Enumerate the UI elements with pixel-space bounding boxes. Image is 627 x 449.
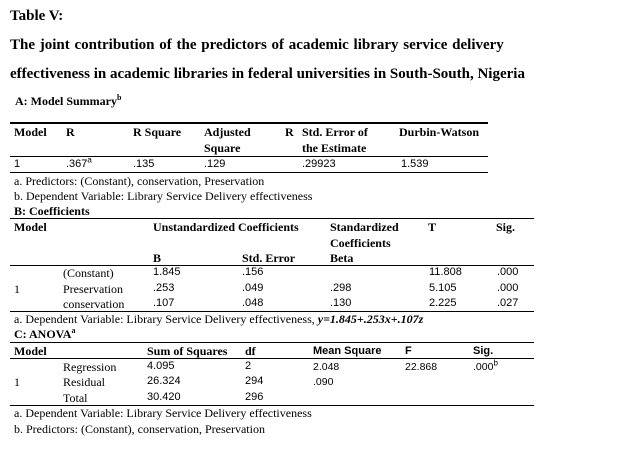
a-header-estimate: the Estimate bbox=[302, 141, 367, 155]
c-row-df: 294 bbox=[245, 375, 264, 387]
c-row-ss: 26.324 bbox=[147, 375, 181, 387]
b-header-std-error: Std. Error bbox=[242, 251, 296, 265]
a-row-durbin-watson: 1.539 bbox=[401, 158, 429, 170]
b-header-coefficients: Coefficients bbox=[330, 236, 391, 250]
section-a-header-rule bbox=[10, 156, 488, 157]
b-row-label: Preservation bbox=[63, 282, 123, 296]
a-header-durbin-watson: Durbin-Watson bbox=[399, 125, 480, 139]
b-row-sig: .000 bbox=[497, 282, 519, 294]
section-a-bottom-rule bbox=[10, 172, 488, 173]
a-header-adjusted-r: R bbox=[285, 125, 294, 139]
b-row-b: 1.845 bbox=[153, 266, 181, 278]
c-row-ss: 4.095 bbox=[147, 360, 175, 372]
a-row-std-error: .29923 bbox=[302, 158, 336, 170]
a-note-predictors: a. Predictors: (Constant), conservation, Preservation bbox=[14, 174, 265, 188]
c-row-df: 2 bbox=[245, 360, 252, 372]
section-c-top-rule bbox=[10, 342, 534, 343]
b-row-beta: .130 bbox=[330, 297, 352, 309]
b-header-standardized: Standardized bbox=[330, 220, 399, 234]
c-model-number: 1 bbox=[14, 375, 20, 389]
a-note-dependent: b. Dependent Variable: Library Service Delivery effectiveness bbox=[14, 189, 313, 203]
b-row-beta: .298 bbox=[330, 282, 352, 294]
c-row-label: Total bbox=[63, 391, 88, 405]
c-row-ms: 2.048 bbox=[313, 361, 340, 373]
c-header-sig: Sig. bbox=[473, 345, 494, 357]
b-row-label: (Constant) bbox=[63, 266, 114, 280]
table-title-line1: The joint contribution of the predictors of academic library service delivery bbox=[10, 37, 504, 53]
b-row-se: .049 bbox=[242, 282, 264, 294]
a-row-model: 1 bbox=[14, 158, 21, 170]
b-note-dependent: a. Dependent Variable: Library Service Delivery effectiveness, y=1.845+.253x+.107z bbox=[14, 312, 424, 326]
b-row-se: .048 bbox=[242, 297, 264, 309]
section-a-top-rule bbox=[10, 122, 488, 124]
c-row-label: Residual bbox=[63, 375, 105, 389]
b-row-t: 5.105 bbox=[429, 282, 457, 294]
a-row-r-square: .135 bbox=[133, 158, 155, 170]
b-row-b: .107 bbox=[153, 297, 175, 309]
section-b-title: B: Coefficients bbox=[14, 204, 90, 218]
section-a-title: A: Model Summary$^b$ bbox=[15, 93, 122, 108]
b-header-unstandardized: Unstandardized Coefficients bbox=[153, 220, 299, 234]
b-header-beta: Beta bbox=[330, 251, 354, 265]
b-header-sig: Sig. bbox=[496, 220, 516, 234]
b-header-b: B bbox=[153, 251, 162, 265]
c-note-predictors: b. Predictors: (Constant), conservation, Preservation bbox=[14, 422, 265, 436]
b-row-label: conservation bbox=[63, 297, 125, 311]
a-header-model: Model bbox=[14, 125, 47, 139]
c-row-f: 22.868 bbox=[405, 361, 438, 373]
b-row-sig: .027 bbox=[497, 297, 519, 309]
a-row-adjusted: .129 bbox=[204, 158, 226, 170]
table-title-line2: effectiveness in academic libraries in federal universities in South-South, Nigeria bbox=[10, 66, 525, 82]
b-model-number: 1 bbox=[14, 282, 20, 296]
section-c-header-rule bbox=[10, 358, 534, 359]
c-row-df: 296 bbox=[245, 391, 264, 403]
b-row-sig: .000 bbox=[497, 266, 519, 278]
b-header-t: T bbox=[428, 220, 437, 234]
c-row-ms: .090 bbox=[313, 376, 334, 388]
c-header-sum-of-squares: Sum of Squares bbox=[147, 344, 228, 358]
c-header-model: Model bbox=[14, 344, 47, 358]
c-note-dependent: a. Dependent Variable: Library Service Delivery effectiveness bbox=[14, 406, 312, 420]
c-header-df: df bbox=[245, 344, 256, 358]
c-header-f: F bbox=[405, 345, 412, 357]
section-b-top-rule bbox=[10, 218, 534, 219]
regression-equation: y=1.845+.253x+.107z bbox=[317, 312, 424, 326]
a-header-r-square: R Square bbox=[133, 125, 182, 139]
a-row-r: .367$^a$ bbox=[66, 155, 92, 170]
c-row-ss: 30.420 bbox=[147, 391, 181, 403]
a-header-adjusted-square: Square bbox=[204, 141, 241, 155]
b-row-b: .253 bbox=[153, 282, 175, 294]
table-label: Table V: bbox=[10, 8, 64, 24]
a-header-adjusted: Adjusted bbox=[204, 125, 251, 139]
b-row-t: 2.225 bbox=[429, 297, 457, 309]
section-c-title: C: ANOVA$^a$ bbox=[14, 326, 76, 341]
a-header-std-error: Std. Error of bbox=[302, 125, 368, 139]
a-header-r: R bbox=[66, 125, 75, 139]
b-header-model: Model bbox=[14, 220, 47, 234]
c-header-mean-square: Mean Square bbox=[313, 345, 382, 357]
b-row-se: .156 bbox=[242, 266, 264, 278]
b-row-t: 11.808 bbox=[429, 266, 462, 278]
c-row-sig: .000$^b$ bbox=[473, 358, 498, 373]
c-row-label: Regression bbox=[63, 360, 117, 374]
